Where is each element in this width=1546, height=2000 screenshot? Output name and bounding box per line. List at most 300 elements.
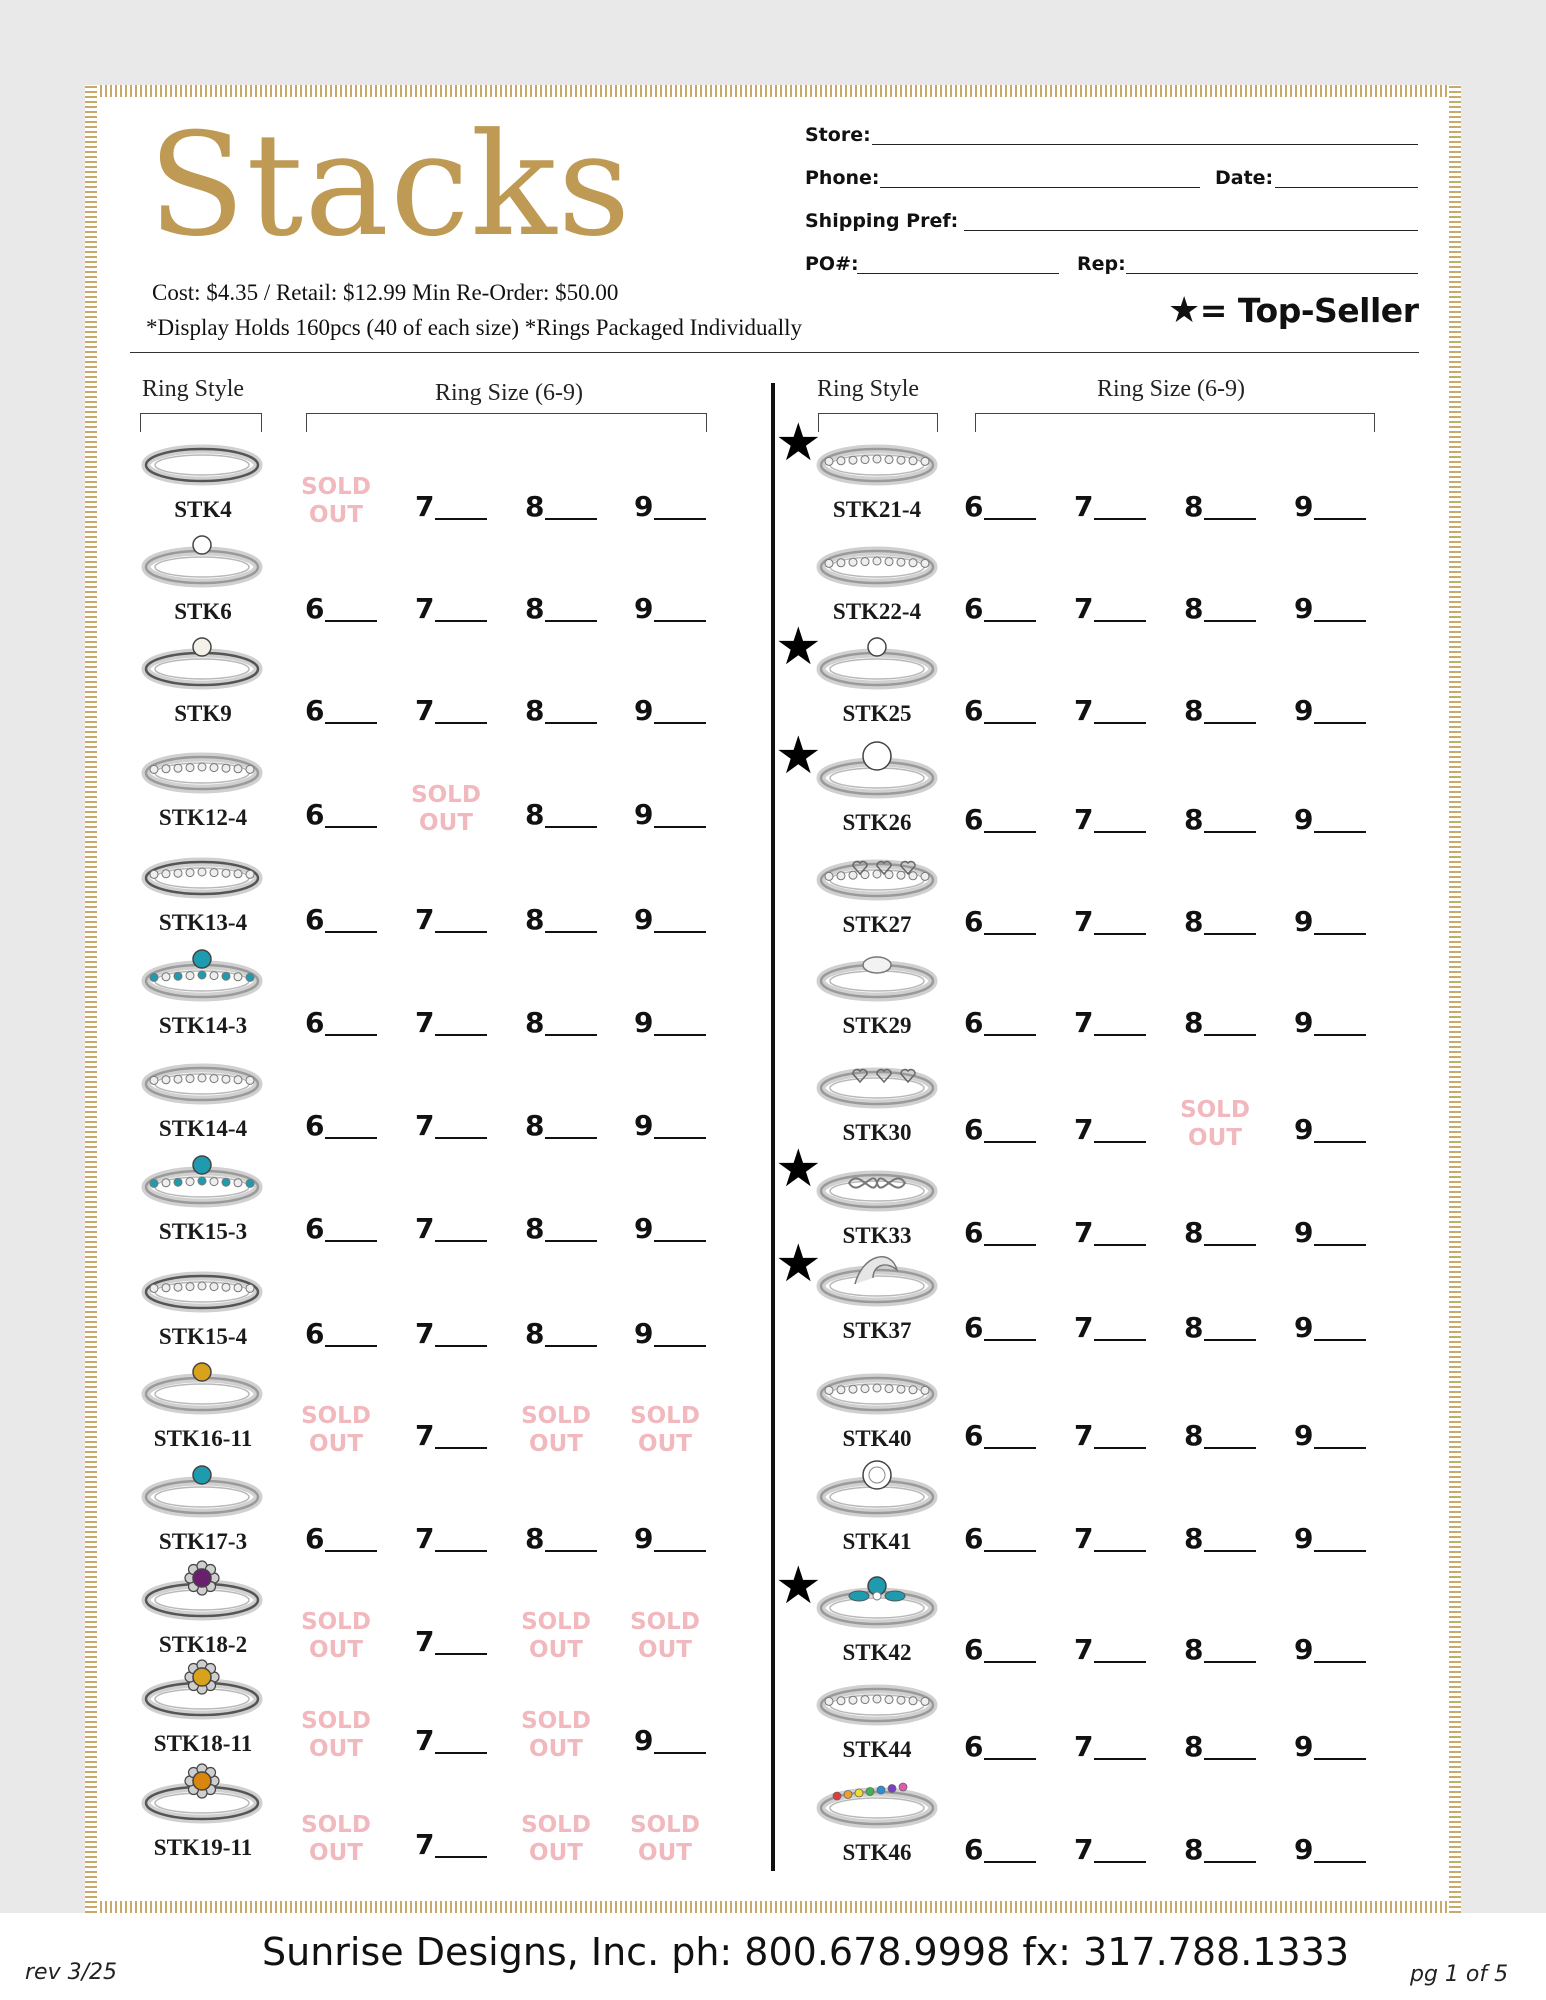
right-size-bracket bbox=[975, 413, 1375, 432]
size-9-qty-field[interactable] bbox=[1294, 1519, 1368, 1555]
size-6-qty-field[interactable] bbox=[964, 902, 1038, 938]
size-9-qty-field[interactable] bbox=[1294, 487, 1368, 523]
size-number: 9 bbox=[634, 1522, 654, 1555]
size-7-qty-field[interactable] bbox=[415, 1416, 489, 1452]
quantity-blank[interactable] bbox=[325, 1034, 377, 1036]
size-8-qty-field[interactable] bbox=[525, 795, 599, 831]
size-number: 9 bbox=[634, 490, 654, 523]
size-8-qty-field[interactable] bbox=[525, 1519, 599, 1555]
quantity-blank[interactable] bbox=[654, 518, 706, 520]
size-7-qty-field[interactable] bbox=[415, 1209, 489, 1245]
size-7-qty-field[interactable] bbox=[1074, 1830, 1148, 1866]
quantity-blank[interactable] bbox=[1204, 722, 1256, 724]
size-7-qty-field[interactable] bbox=[415, 487, 489, 523]
size-number: 6 bbox=[964, 1633, 984, 1666]
quantity-blank[interactable] bbox=[1204, 831, 1256, 833]
size-7-qty-field[interactable] bbox=[415, 900, 489, 936]
quantity-blank[interactable] bbox=[984, 1339, 1036, 1341]
size-9-qty-field[interactable] bbox=[634, 691, 708, 727]
quantity-blank[interactable] bbox=[654, 722, 706, 724]
size-6-qty-field[interactable] bbox=[964, 691, 1038, 727]
page-number: pg 1 of 5 bbox=[1410, 1962, 1509, 1987]
quantity-blank[interactable] bbox=[435, 1752, 487, 1754]
size-6-qty-field[interactable] bbox=[305, 1519, 379, 1555]
quantity-blank[interactable] bbox=[1094, 620, 1146, 622]
quantity-blank[interactable] bbox=[654, 826, 706, 828]
quantity-blank[interactable] bbox=[1314, 1244, 1366, 1246]
quantity-blank[interactable] bbox=[435, 1550, 487, 1552]
size-number: 8 bbox=[1184, 490, 1204, 523]
quantity-blank[interactable] bbox=[1314, 933, 1366, 935]
quantity-blank[interactable] bbox=[984, 831, 1036, 833]
size-6-qty-field[interactable] bbox=[305, 1209, 379, 1245]
size-8-qty-field[interactable] bbox=[1184, 1727, 1258, 1763]
size-number: 7 bbox=[1074, 1633, 1094, 1666]
out-label: OUT bbox=[419, 810, 473, 836]
date-field[interactable] bbox=[1275, 187, 1418, 188]
sold-out-badge bbox=[299, 1811, 373, 1867]
sold-label: SOLD bbox=[301, 1609, 371, 1635]
quantity-blank[interactable] bbox=[435, 1653, 487, 1655]
size-6-qty-field[interactable] bbox=[964, 1630, 1038, 1666]
quantity-blank[interactable] bbox=[1094, 722, 1146, 724]
quantity-blank[interactable] bbox=[435, 722, 487, 724]
quantity-blank[interactable] bbox=[984, 933, 1036, 935]
size-number: 9 bbox=[634, 903, 654, 936]
out-label: OUT bbox=[638, 1840, 692, 1866]
size-number: 6 bbox=[305, 798, 325, 831]
sold-label: SOLD bbox=[521, 1403, 591, 1429]
ring-image-stk13-4 bbox=[140, 836, 264, 911]
quantity-blank[interactable] bbox=[654, 1550, 706, 1552]
size-8-qty-field[interactable] bbox=[525, 900, 599, 936]
quantity-blank[interactable] bbox=[545, 518, 597, 520]
sold-label: SOLD bbox=[521, 1609, 591, 1635]
quantity-blank[interactable] bbox=[1204, 1339, 1256, 1341]
size-number: 7 bbox=[415, 1724, 435, 1757]
quantity-blank[interactable] bbox=[545, 826, 597, 828]
size-number: 7 bbox=[415, 1109, 435, 1142]
rep-label: Rep: bbox=[1077, 253, 1126, 275]
size-8-qty-field[interactable] bbox=[1184, 1213, 1258, 1249]
size-9-qty-field[interactable] bbox=[1294, 691, 1368, 727]
size-number: 7 bbox=[415, 1006, 435, 1039]
size-6-qty-field[interactable] bbox=[964, 1727, 1038, 1763]
quantity-blank[interactable] bbox=[1094, 1661, 1146, 1663]
size-6-qty-field[interactable] bbox=[964, 487, 1038, 523]
ring-image-stk30 bbox=[815, 1046, 939, 1121]
quantity-blank[interactable] bbox=[1204, 1758, 1256, 1760]
ring-code-stk18-11: STK18-11 bbox=[153, 1731, 253, 1756]
size-9-qty-field[interactable] bbox=[634, 1314, 708, 1350]
size-7-qty-field[interactable] bbox=[415, 691, 489, 727]
size-9-qty-field[interactable] bbox=[1294, 1308, 1368, 1344]
quantity-blank[interactable] bbox=[325, 931, 377, 933]
sold-out-badge bbox=[628, 1608, 702, 1664]
quantity-blank[interactable] bbox=[325, 1137, 377, 1139]
size-7-qty-field[interactable] bbox=[1074, 589, 1148, 625]
sold-label: SOLD bbox=[521, 1812, 591, 1838]
size-9-qty-field[interactable] bbox=[1294, 589, 1368, 625]
ring-image-stk42 bbox=[815, 1566, 939, 1641]
sold-out-badge bbox=[299, 1707, 373, 1763]
size-number: 6 bbox=[305, 1109, 325, 1142]
pricing-info: Cost: $4.35 / Retail: $12.99 Min Re-Order: $50.00 bbox=[152, 280, 619, 305]
size-7-qty-field[interactable] bbox=[1074, 1416, 1148, 1452]
size-7-qty-field[interactable] bbox=[415, 1106, 489, 1142]
size-9-qty-field[interactable] bbox=[1294, 1110, 1368, 1146]
size-6-qty-field[interactable] bbox=[305, 589, 379, 625]
size-8-qty-field[interactable] bbox=[525, 589, 599, 625]
quantity-blank[interactable] bbox=[984, 1244, 1036, 1246]
size-7-qty-field[interactable] bbox=[1074, 691, 1148, 727]
quantity-blank[interactable] bbox=[1204, 1034, 1256, 1036]
quantity-blank[interactable] bbox=[325, 1240, 377, 1242]
quantity-blank[interactable] bbox=[654, 1240, 706, 1242]
size-7-qty-field[interactable] bbox=[1074, 1213, 1148, 1249]
quantity-blank[interactable] bbox=[1094, 1339, 1146, 1341]
quantity-blank[interactable] bbox=[545, 722, 597, 724]
size-6-qty-field[interactable] bbox=[964, 589, 1038, 625]
quantity-blank[interactable] bbox=[984, 1447, 1036, 1449]
right-ring-style-header: Ring Style bbox=[817, 376, 920, 402]
quantity-blank[interactable] bbox=[654, 1137, 706, 1139]
phone-field[interactable] bbox=[880, 187, 1200, 188]
size-number: 6 bbox=[964, 1113, 984, 1146]
top-seller-star-icon: ★ bbox=[775, 617, 822, 677]
size-9-qty-field[interactable] bbox=[634, 1209, 708, 1245]
company-contact: Sunrise Designs, Inc. ph: 800.678.9998 fx: 317.788.1333 bbox=[262, 1930, 1349, 1974]
size-8-qty-field[interactable] bbox=[1184, 1830, 1258, 1866]
quantity-blank[interactable] bbox=[1094, 1861, 1146, 1863]
quantity-blank[interactable] bbox=[1314, 1447, 1366, 1449]
quantity-blank[interactable] bbox=[325, 826, 377, 828]
size-number: 8 bbox=[1184, 592, 1204, 625]
size-number: 8 bbox=[1184, 1833, 1204, 1866]
size-7-qty-field[interactable] bbox=[415, 1314, 489, 1350]
size-7-qty-field[interactable] bbox=[1074, 1110, 1148, 1146]
quantity-blank[interactable] bbox=[1094, 1447, 1146, 1449]
quantity-blank[interactable] bbox=[435, 518, 487, 520]
quantity-blank[interactable] bbox=[654, 1752, 706, 1754]
size-7-qty-field[interactable] bbox=[1074, 1727, 1148, 1763]
size-number: 7 bbox=[1074, 905, 1094, 938]
ring-image-stk9 bbox=[140, 627, 264, 702]
size-8-qty-field[interactable] bbox=[1184, 1630, 1258, 1666]
size-6-qty-field[interactable] bbox=[964, 800, 1038, 836]
ring-image-stk14-3 bbox=[140, 939, 264, 1014]
size-7-qty-field[interactable] bbox=[1074, 800, 1148, 836]
ring-code-stk42: STK42 bbox=[842, 1640, 912, 1665]
size-8-qty-field[interactable] bbox=[1184, 800, 1258, 836]
store-field[interactable] bbox=[872, 144, 1418, 145]
size-8-qty-field[interactable] bbox=[525, 487, 599, 523]
size-6-qty-field[interactable] bbox=[964, 1110, 1038, 1146]
size-9-qty-field[interactable] bbox=[1294, 902, 1368, 938]
ring-image-stk26 bbox=[815, 736, 939, 811]
size-6-qty-field[interactable] bbox=[305, 795, 379, 831]
size-8-qty-field[interactable] bbox=[1184, 589, 1258, 625]
size-number: 6 bbox=[305, 694, 325, 727]
size-number: 8 bbox=[1184, 1730, 1204, 1763]
size-7-qty-field[interactable] bbox=[1074, 487, 1148, 523]
quantity-blank[interactable] bbox=[1314, 1034, 1366, 1036]
ring-image-stk15-4 bbox=[140, 1250, 264, 1325]
quantity-blank[interactable] bbox=[1314, 1758, 1366, 1760]
size-number: 7 bbox=[1074, 1833, 1094, 1866]
size-number: 8 bbox=[525, 490, 545, 523]
po-field[interactable] bbox=[857, 273, 1059, 274]
quantity-blank[interactable] bbox=[435, 1034, 487, 1036]
size-8-qty-field[interactable] bbox=[1184, 1003, 1258, 1039]
size-number: 7 bbox=[415, 1317, 435, 1350]
size-number: 6 bbox=[964, 1006, 984, 1039]
ring-code-stk27: STK27 bbox=[842, 912, 912, 937]
size-number: 8 bbox=[1184, 1633, 1204, 1666]
size-9-qty-field[interactable] bbox=[634, 487, 708, 523]
size-8-qty-field[interactable] bbox=[1184, 1308, 1258, 1344]
size-7-qty-field[interactable] bbox=[415, 1721, 489, 1757]
quantity-blank[interactable] bbox=[1204, 1244, 1256, 1246]
quantity-blank[interactable] bbox=[1204, 933, 1256, 935]
sold-out-badge bbox=[628, 1402, 702, 1458]
size-7-qty-field[interactable] bbox=[415, 1825, 489, 1861]
size-number: 8 bbox=[525, 1109, 545, 1142]
quantity-blank[interactable] bbox=[984, 722, 1036, 724]
size-number: 6 bbox=[964, 1311, 984, 1344]
sold-label: SOLD bbox=[630, 1609, 700, 1635]
size-number: 9 bbox=[1294, 905, 1314, 938]
ring-image-stk25 bbox=[815, 627, 939, 702]
quantity-blank[interactable] bbox=[1314, 722, 1366, 724]
ring-code-stk16-11: STK16-11 bbox=[153, 1426, 253, 1451]
size-number: 8 bbox=[1184, 1522, 1204, 1555]
size-7-qty-field[interactable] bbox=[1074, 1519, 1148, 1555]
quantity-blank[interactable] bbox=[1314, 1339, 1366, 1341]
ring-image-stk17-3 bbox=[140, 1455, 264, 1530]
size-9-qty-field[interactable] bbox=[1294, 1213, 1368, 1249]
size-9-qty-field[interactable] bbox=[1294, 800, 1368, 836]
sold-out-badge bbox=[519, 1608, 593, 1664]
size-number: 7 bbox=[415, 1419, 435, 1452]
size-7-qty-field[interactable] bbox=[415, 1003, 489, 1039]
quantity-blank[interactable] bbox=[545, 1034, 597, 1036]
ring-code-stk29: STK29 bbox=[842, 1013, 912, 1038]
quantity-blank[interactable] bbox=[435, 1137, 487, 1139]
quantity-blank[interactable] bbox=[1094, 1034, 1146, 1036]
size-8-qty-field[interactable] bbox=[525, 1209, 599, 1245]
quantity-blank[interactable] bbox=[1314, 831, 1366, 833]
size-7-qty-field[interactable] bbox=[415, 1622, 489, 1658]
quantity-blank[interactable] bbox=[1094, 831, 1146, 833]
shipping-field[interactable] bbox=[964, 230, 1418, 231]
size-8-qty-field[interactable] bbox=[1184, 487, 1258, 523]
phone-label: Phone: bbox=[805, 167, 880, 189]
sold-label: SOLD bbox=[301, 1403, 371, 1429]
quantity-blank[interactable] bbox=[1204, 1661, 1256, 1663]
size-number: 8 bbox=[1184, 1419, 1204, 1452]
quantity-blank[interactable] bbox=[1314, 1550, 1366, 1552]
sold-label: SOLD bbox=[521, 1708, 591, 1734]
size-number: 7 bbox=[415, 1212, 435, 1245]
size-7-qty-field[interactable] bbox=[415, 1519, 489, 1555]
quantity-blank[interactable] bbox=[1314, 1141, 1366, 1143]
size-8-qty-field[interactable] bbox=[525, 1314, 599, 1350]
out-label: OUT bbox=[529, 1840, 583, 1866]
quantity-blank[interactable] bbox=[545, 1550, 597, 1552]
quantity-blank[interactable] bbox=[545, 1137, 597, 1139]
store-label: Store: bbox=[805, 124, 871, 146]
quantity-blank[interactable] bbox=[325, 722, 377, 724]
size-9-qty-field[interactable] bbox=[634, 589, 708, 625]
size-number: 9 bbox=[634, 1109, 654, 1142]
quantity-blank[interactable] bbox=[984, 1861, 1036, 1863]
size-number: 9 bbox=[634, 1724, 654, 1757]
size-9-qty-field[interactable] bbox=[1294, 1416, 1368, 1452]
left-ring-size-header: Ring Size (6-9) bbox=[435, 380, 583, 406]
size-number: 9 bbox=[1294, 694, 1314, 727]
quantity-blank[interactable] bbox=[1094, 1244, 1146, 1246]
out-label: OUT bbox=[1188, 1125, 1242, 1151]
quantity-blank[interactable] bbox=[545, 1240, 597, 1242]
size-9-qty-field[interactable] bbox=[1294, 1727, 1368, 1763]
quantity-blank[interactable] bbox=[654, 620, 706, 622]
size-9-qty-field[interactable] bbox=[634, 1003, 708, 1039]
size-8-qty-field[interactable] bbox=[525, 1106, 599, 1142]
size-number: 7 bbox=[415, 1625, 435, 1658]
top-seller-star-icon: ★ bbox=[775, 726, 822, 786]
quantity-blank[interactable] bbox=[654, 1345, 706, 1347]
size-7-qty-field[interactable] bbox=[415, 589, 489, 625]
out-label: OUT bbox=[638, 1431, 692, 1457]
size-9-qty-field[interactable] bbox=[1294, 1003, 1368, 1039]
quantity-blank[interactable] bbox=[545, 931, 597, 933]
size-9-qty-field[interactable] bbox=[1294, 1830, 1368, 1866]
quantity-blank[interactable] bbox=[1094, 1141, 1146, 1143]
quantity-blank[interactable] bbox=[1204, 1550, 1256, 1552]
size-number: 9 bbox=[1294, 1311, 1314, 1344]
quantity-blank[interactable] bbox=[435, 1856, 487, 1858]
shipping-label: Shipping Pref: bbox=[805, 210, 959, 232]
size-number: 6 bbox=[305, 592, 325, 625]
revision-label: rev 3/25 bbox=[25, 1960, 117, 1985]
ring-code-stk46: STK46 bbox=[842, 1840, 912, 1865]
ring-code-stk14-4: STK14-4 bbox=[158, 1116, 248, 1141]
size-6-qty-field[interactable] bbox=[964, 1830, 1038, 1866]
size-6-qty-field[interactable] bbox=[964, 1213, 1038, 1249]
quantity-blank[interactable] bbox=[545, 1345, 597, 1347]
quantity-blank[interactable] bbox=[435, 1240, 487, 1242]
size-6-qty-field[interactable] bbox=[305, 691, 379, 727]
size-number: 8 bbox=[525, 1212, 545, 1245]
size-6-qty-field[interactable] bbox=[964, 1003, 1038, 1039]
size-7-qty-field[interactable] bbox=[1074, 1308, 1148, 1344]
size-6-qty-field[interactable] bbox=[964, 1308, 1038, 1344]
quantity-blank[interactable] bbox=[325, 620, 377, 622]
quantity-blank[interactable] bbox=[1204, 1861, 1256, 1863]
quantity-blank[interactable] bbox=[1094, 933, 1146, 935]
size-number: 7 bbox=[1074, 1419, 1094, 1452]
quantity-blank[interactable] bbox=[1204, 1447, 1256, 1449]
quantity-blank[interactable] bbox=[1204, 620, 1256, 622]
quantity-blank[interactable] bbox=[1314, 518, 1366, 520]
size-9-qty-field[interactable] bbox=[634, 1106, 708, 1142]
quantity-blank[interactable] bbox=[325, 1550, 377, 1552]
size-6-qty-field[interactable] bbox=[305, 1314, 379, 1350]
size-8-qty-field[interactable] bbox=[1184, 902, 1258, 938]
size-9-qty-field[interactable] bbox=[634, 1519, 708, 1555]
size-8-qty-field[interactable] bbox=[525, 1003, 599, 1039]
quantity-blank[interactable] bbox=[984, 518, 1036, 520]
ring-code-stk6: STK6 bbox=[174, 599, 232, 624]
quantity-blank[interactable] bbox=[984, 1661, 1036, 1663]
size-number: 9 bbox=[634, 592, 654, 625]
quantity-blank[interactable] bbox=[1314, 1661, 1366, 1663]
sold-label: SOLD bbox=[301, 474, 371, 500]
size-8-qty-field[interactable] bbox=[1184, 1416, 1258, 1452]
quantity-blank[interactable] bbox=[984, 1141, 1036, 1143]
quantity-blank[interactable] bbox=[1204, 518, 1256, 520]
quantity-blank[interactable] bbox=[1314, 620, 1366, 622]
quantity-blank[interactable] bbox=[435, 1345, 487, 1347]
ring-code-stk18-2: STK18-2 bbox=[158, 1632, 248, 1657]
size-9-qty-field[interactable] bbox=[634, 795, 708, 831]
size-7-qty-field[interactable] bbox=[1074, 1630, 1148, 1666]
quantity-blank[interactable] bbox=[1094, 1758, 1146, 1760]
quantity-blank[interactable] bbox=[984, 1758, 1036, 1760]
quantity-blank[interactable] bbox=[984, 620, 1036, 622]
size-6-qty-field[interactable] bbox=[964, 1416, 1038, 1452]
size-9-qty-field[interactable] bbox=[634, 900, 708, 936]
star-icon: ★ bbox=[1168, 290, 1200, 331]
size-6-qty-field[interactable] bbox=[305, 900, 379, 936]
quantity-blank[interactable] bbox=[435, 1447, 487, 1449]
size-number: 9 bbox=[1294, 803, 1314, 836]
size-number: 8 bbox=[525, 798, 545, 831]
ring-code-stk41: STK41 bbox=[842, 1529, 912, 1554]
quantity-blank[interactable] bbox=[984, 1550, 1036, 1552]
size-9-qty-field[interactable] bbox=[1294, 1630, 1368, 1666]
size-8-qty-field[interactable] bbox=[1184, 1519, 1258, 1555]
size-6-qty-field[interactable] bbox=[305, 1003, 379, 1039]
size-7-qty-field[interactable] bbox=[1074, 902, 1148, 938]
quantity-blank[interactable] bbox=[654, 931, 706, 933]
quantity-blank[interactable] bbox=[435, 620, 487, 622]
quantity-blank[interactable] bbox=[1314, 1861, 1366, 1863]
size-number: 9 bbox=[1294, 1833, 1314, 1866]
quantity-blank[interactable] bbox=[654, 1034, 706, 1036]
quantity-blank[interactable] bbox=[435, 931, 487, 933]
size-6-qty-field[interactable] bbox=[305, 1106, 379, 1142]
quantity-blank[interactable] bbox=[1094, 1550, 1146, 1552]
size-7-qty-field[interactable] bbox=[1074, 1003, 1148, 1039]
quantity-blank[interactable] bbox=[545, 620, 597, 622]
quantity-blank[interactable] bbox=[984, 1034, 1036, 1036]
quantity-blank[interactable] bbox=[1094, 518, 1146, 520]
size-8-qty-field[interactable] bbox=[525, 691, 599, 727]
rep-field[interactable] bbox=[1126, 273, 1418, 274]
out-label: OUT bbox=[638, 1637, 692, 1663]
ring-image-stk29 bbox=[815, 939, 939, 1014]
size-8-qty-field[interactable] bbox=[1184, 691, 1258, 727]
size-6-qty-field[interactable] bbox=[964, 1519, 1038, 1555]
quantity-blank[interactable] bbox=[325, 1345, 377, 1347]
sold-out-badge bbox=[299, 1608, 373, 1664]
size-number: 9 bbox=[1294, 490, 1314, 523]
out-label: OUT bbox=[309, 502, 363, 528]
size-9-qty-field[interactable] bbox=[634, 1721, 708, 1757]
brand-logo: Stacks bbox=[148, 103, 632, 268]
